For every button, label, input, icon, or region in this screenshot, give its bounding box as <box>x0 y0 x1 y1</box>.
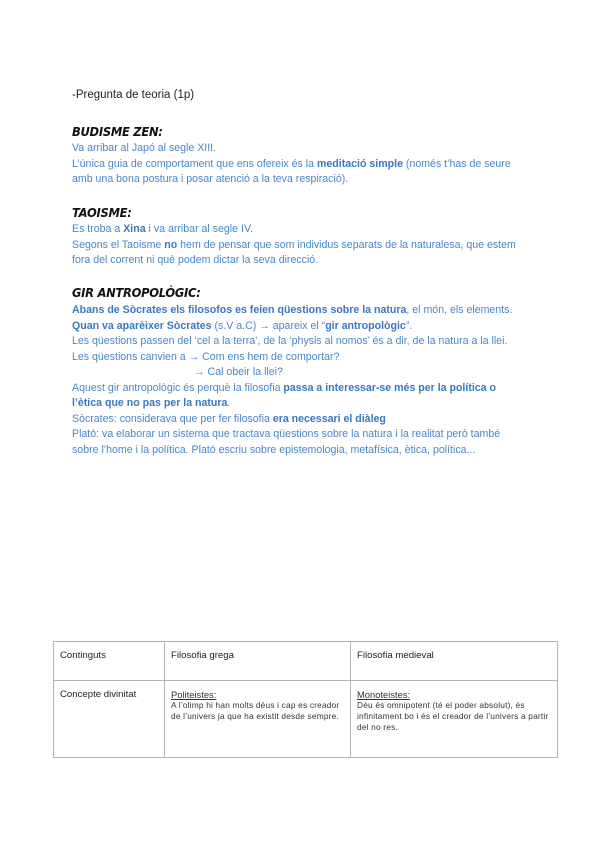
gir-p2-rest: ”. <box>405 319 413 332</box>
table-cell-medieval <box>351 681 558 758</box>
gir-p1-bold: Abans de Sòcrates els filosofos es feien qüestions sobre la natura <box>72 304 407 316</box>
table-cell-grega <box>165 681 351 758</box>
gir-p2-mid: (s.V a.C) → apareix el “ <box>211 319 326 332</box>
taoisme-text <box>72 222 528 269</box>
grega-text: A l’olimp hi han molts déus i cap es creador de l’univers ja que ha existit desde sempre. <box>171 700 340 721</box>
table-header-filosofia-medieval: Filosofia medieval <box>351 642 558 681</box>
gir-para-5: → Cal obeir la llei? <box>194 366 283 378</box>
taoisme-line-2 <box>72 238 528 269</box>
gir-para-7 <box>72 412 528 428</box>
gir-para-2 <box>72 319 528 335</box>
table-cell-concepte-divinitat: Concepte divinitat <box>54 681 165 758</box>
budisme-line-2-rest: (només t’has de seure amb una bona postura i posar atenció a la teva respiració). <box>72 157 511 185</box>
taoisme-line-2-rest: hem de pensar que som individus separats de la naturalesa, que estem fora del corrent ni què podem dictar la seva direcció. <box>72 238 516 266</box>
grega-title: Politeistes: <box>171 689 217 700</box>
gir-p6-text: Aquest gir antropològic és perquè la filosofia <box>72 381 284 394</box>
taoisme-bold-no: no <box>164 238 178 251</box>
heading-budisme-zen: BUDISME ZEN: <box>72 124 163 139</box>
gir-p6-rest: . <box>227 397 231 409</box>
gir-p7-text: Sòcrates: considerava que per fer filosofia <box>72 412 273 425</box>
heading-taoisme: TAOISME: <box>72 205 132 220</box>
taoisme-bold-xina: Xina <box>123 223 146 235</box>
budisme-line-2-text: L’única guia de comportament que ens ofereix és la <box>72 157 317 170</box>
taoisme-line-2-text: Segons el Taoisme <box>72 238 165 251</box>
table-header-row <box>54 642 558 681</box>
gir-p1-rest: , el món, els elements. <box>406 304 513 316</box>
budisme-text <box>72 141 528 188</box>
gir-p6-bold: passa a interessar-se més per la política o l’ètica que no pas per la natura <box>72 381 496 409</box>
table-row <box>54 681 558 758</box>
gir-para-8: Plató: va elaborar un sistema que tractava qüestions sobre la natura i la realitat però també sobre l’home i la política. Plató escriu sobre epistemologia, metafísica, ètica, política... <box>72 428 501 456</box>
gir-para-6 <box>72 381 528 412</box>
question-label: -Pregunta de teoria (1p) <box>72 89 195 101</box>
taoisme-line-1-rest: i va arribar al segle IV. <box>145 223 253 235</box>
table-header-filosofia-grega: Filosofia grega <box>165 642 351 681</box>
budisme-line-1: Va arribar al Japó al segle XIII. <box>72 142 217 154</box>
gir-p2-bold: Quan va aparèixer Sòcrates <box>72 319 212 332</box>
medieval-text: Déu és omnipotent (té el poder absolut), és infinitament bo i és el creador de l’univers a partir del no res. <box>357 700 549 732</box>
gir-p7-bold: era necessari el diàleg <box>272 412 386 425</box>
gir-para-4: Les qüestions canvien a → Com ens hem de comportar? <box>72 350 340 363</box>
table-header-continguts: Continguts <box>54 642 165 681</box>
budisme-line-2 <box>72 157 528 188</box>
heading-gir-antropologic: GIR ANTROPOLÒGIC: <box>72 285 201 300</box>
gir-para-1 <box>72 303 528 319</box>
comparison-table <box>53 641 558 758</box>
gir-text <box>72 303 528 458</box>
budisme-bold-meditacio: meditació simple <box>317 157 403 170</box>
medieval-title: Monoteistes: <box>357 689 411 700</box>
gir-para-3: Les qüestions passen del ‘cel a la terra’, de la ‘physis al nomos’ és a dir, de la natura a la llei. <box>72 335 508 347</box>
taoisme-line-1-text: Es troba a <box>72 223 124 235</box>
gir-p2-bold-2: gir antropològic <box>325 319 406 332</box>
taoisme-line-1 <box>72 222 528 238</box>
